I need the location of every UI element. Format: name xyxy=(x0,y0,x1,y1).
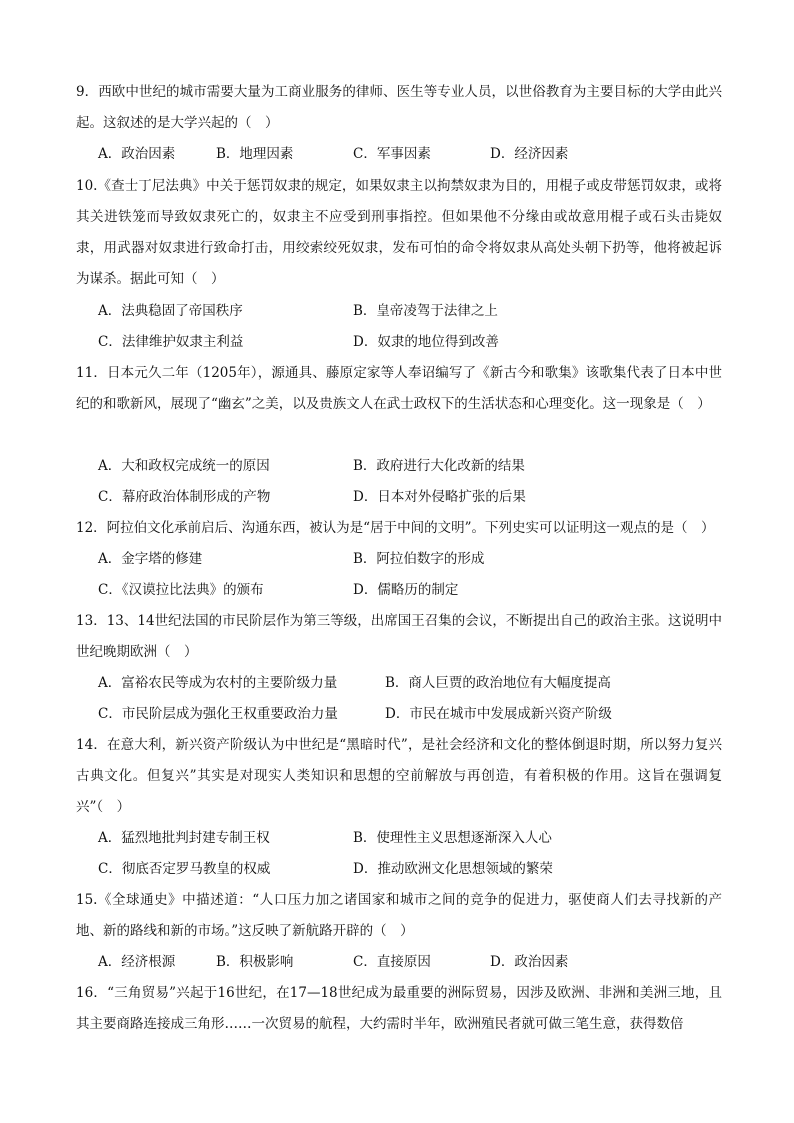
question-11-option-c[interactable]: C．幕府政治体制形成的产物 xyxy=(98,489,271,505)
question-12-option-d[interactable]: D．儒略历的制定 xyxy=(353,582,459,598)
question-11-stem: 11．日本元久二年（1205年），源通具、藤原定家等人奉诏编写了《新古今和歌集》该歌集代表了日本中世纪的和歌新风，展现了“幽玄”之美，以及贵族文人在武士政权下的生活状态和心理变化。这一现象是（ ） xyxy=(76,365,722,412)
question-13-option-c[interactable]: C．市民阶层成为强化王权重要政治力量 xyxy=(98,706,338,722)
question-14-option-d[interactable]: D．推动欧洲文化思想领域的繁荣 xyxy=(353,861,553,877)
question-9-option-c[interactable]: C．军事因素 xyxy=(353,146,431,162)
question-10-option-c[interactable]: C．法律维护奴隶主利益 xyxy=(98,334,244,350)
question-13-stem: 13．13、14世纪法国的市民阶层作为第三等级，出席国王召集的会议，不断提出自己的政治主张。这说明中世纪晚期欧洲（ ） xyxy=(76,613,722,660)
question-12-option-a[interactable]: A．金字塔的修建 xyxy=(98,551,203,567)
question-11-options-row-1 xyxy=(98,451,718,482)
question-11-options-row-2 xyxy=(98,482,718,513)
question-9-option-d[interactable]: D．经济因素 xyxy=(490,146,569,162)
question-9-options xyxy=(98,139,718,170)
question-15-options xyxy=(98,947,718,978)
question-12-options-row-2 xyxy=(98,575,718,606)
question-12-option-c[interactable]: C．《汉谟拉比法典》的颁布 xyxy=(98,582,264,598)
question-9-option-b[interactable]: B．地理因素 xyxy=(216,146,294,162)
question-11-option-b[interactable]: B．政府进行大化改新的结果 xyxy=(353,458,525,474)
question-15-option-d[interactable]: D．政治因素 xyxy=(490,954,569,970)
question-14-stem: 14．在意大利，新兴资产阶级认为中世纪是“黑暗时代”，是社会经济和文化的整体倒退时期，所以努力复兴古典文化。但复兴”其实是对现实人类知识和思想的空前解放与再创造，有着积极的作用。这旨在强调复兴”（ ） xyxy=(76,737,722,815)
question-12-stem: 12．阿拉伯文化承前启后、沟通东西，被认为是“居于中间的文明”。下列史实可以证明这一观点的是（ ） xyxy=(76,520,715,536)
question-14-option-b[interactable]: B．使理性主义思想逐渐深入人心 xyxy=(353,830,552,846)
question-10-stem: 10.《查士丁尼法典》中关于惩罚奴隶的规定，如果奴隶主以拘禁奴隶为目的，用棍子或皮带惩罚奴隶，或将其关进铁笼而导致奴隶死亡的，奴隶主不应受到刑事指控。但如果他不分缘由或故意用棍子或石头击毙奴隶，用武器对奴隶进行致命打击，用绞索绞死奴隶，发布可怕的命令将奴隶从高处头朝下扔等，他将被起诉为谋杀。据此可知（ ） xyxy=(76,178,722,287)
question-13-options-row-2 xyxy=(98,699,718,730)
question-15-option-a[interactable]: A．经济根源 xyxy=(98,954,176,970)
question-14-option-a[interactable]: A．猛烈地批判封建专制王权 xyxy=(98,830,270,846)
question-16-stem: 16．“三角贸易”兴起于16世纪，在17—18世纪成为最重要的洲际贸易，因涉及欧洲、非洲和美洲三地，且其主要商路连接成三角形……一次贸易的航程，大约需时半年，欧洲殖民者就可做三笔生意，获得数倍 xyxy=(76,985,722,1032)
question-14-options-row-1 xyxy=(98,823,718,854)
question-13-option-a[interactable]: A．富裕农民等成为农村的主要阶级力量 xyxy=(98,675,338,691)
question-12-option-b[interactable]: B．阿拉伯数字的形成 xyxy=(353,551,485,567)
question-10-options-row-2 xyxy=(98,327,718,358)
question-11-option-a[interactable]: A．大和政权完成统一的原因 xyxy=(98,458,270,474)
question-9-option-a[interactable]: A．政治因素 xyxy=(98,146,176,162)
question-15-stem: 15.《全球通史》中描述道：“人口压力加之诸国家和城市之间的竞争的促进力，驱使商人们去寻找新的产地、新的路线和新的市场。”这反映了新航路开辟的（ ） xyxy=(76,892,722,939)
question-14-option-c[interactable]: C．彻底否定罗马教皇的权威 xyxy=(98,861,271,877)
question-10-options-row-1 xyxy=(98,296,718,327)
question-10-option-d[interactable]: D．奴隶的地位得到改善 xyxy=(353,334,499,350)
question-13-options-row-1 xyxy=(98,668,718,699)
question-10-option-b[interactable]: B．皇帝凌驾于法律之上 xyxy=(353,303,498,319)
question-11-option-d[interactable]: D．日本对外侵略扩张的后果 xyxy=(353,489,526,505)
question-9-stem: 9．西欧中世纪的城市需要大量为工商业服务的律师、医生等专业人员，以世俗教育为主要目标的大学由此兴起。这叙述的是大学兴起的（ ） xyxy=(76,84,722,131)
question-15-option-c[interactable]: C．直接原因 xyxy=(353,954,431,970)
question-10-option-a[interactable]: A．法典稳固了帝国秩序 xyxy=(98,303,243,319)
question-14-options-row-2 xyxy=(98,854,718,885)
question-15-option-b[interactable]: B．积极影响 xyxy=(216,954,294,970)
question-12-options-row-1 xyxy=(98,544,718,575)
question-13-option-d[interactable]: D．市民在城市中发展成新兴资产阶级 xyxy=(385,706,612,722)
question-13-option-b[interactable]: B．商人巨贾的政治地位有大幅度提高 xyxy=(385,675,611,691)
